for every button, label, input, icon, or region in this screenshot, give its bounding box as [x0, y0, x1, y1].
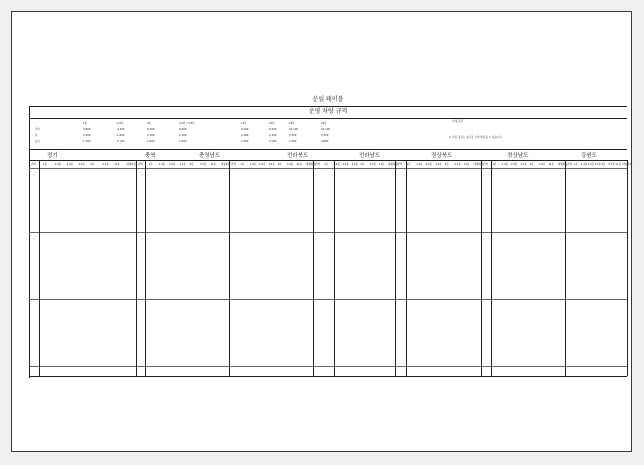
spec-cell: 2,300 [147, 134, 155, 137]
sub-header-label: 권역 [483, 163, 489, 166]
spec-cell: 2,500 [289, 140, 297, 143]
spec-cell: 9,100 [241, 128, 249, 131]
column-divider [334, 160, 335, 376]
sub-header-label: 1톤 [492, 163, 497, 166]
sub-header-label: 5톤 [601, 163, 606, 166]
region-header: 경상남도 [507, 153, 529, 159]
sub-header-label: 3.5톤 [179, 163, 186, 166]
column-divider [491, 160, 492, 376]
spec-note: 적재 중량 [452, 120, 463, 123]
spec-row [31, 122, 625, 126]
sub-header-label: 대형화물 [126, 163, 137, 166]
region-header: 전라북도 [287, 153, 309, 159]
spec-cell: 2,300 [179, 140, 187, 143]
sub-header-label: 5.5톤 [608, 163, 615, 166]
sub-header-label: 1.4톤 [158, 163, 166, 166]
sub-header-label: 5.5톤 [287, 163, 294, 166]
sub-header-label: 3.5톤 [78, 163, 86, 166]
title-rule [29, 106, 627, 107]
column-divider [565, 160, 566, 376]
spec-row [31, 134, 625, 138]
sub-header-label: 대형화물 [473, 163, 484, 166]
sub-header-label: 1.4톤 [249, 163, 257, 166]
spec-cell: 25톤 [321, 122, 327, 125]
spec-cell: 10,100 [289, 128, 299, 131]
sub-header-label: 권역 [397, 163, 403, 166]
row-divider [29, 299, 627, 300]
sub-header-label: 3.5톤 [520, 163, 527, 166]
spec-cell: 2,100 [179, 134, 187, 137]
sub-header-label: 11톤 [463, 163, 470, 166]
column-divider [627, 160, 628, 376]
sub-header-label: 11톤 [548, 163, 555, 166]
sub-header-label: 2.5톤 [169, 163, 176, 166]
sub-header-label: 5톤 [189, 163, 194, 166]
sub-header-rule [29, 168, 627, 169]
spec-cell: 9,200 [269, 128, 277, 131]
spec-cell: 3.5톤 / 5.5톤 [179, 122, 195, 125]
sub-header-label: 1.4톤 [333, 163, 340, 166]
spec-cell: 2,800 [83, 128, 91, 131]
sub-header-label: 대형화물 [220, 163, 231, 166]
region-rule [29, 160, 627, 161]
spec-cell: 5,000 [179, 128, 187, 131]
region-header: 전라남도 [359, 153, 381, 159]
sub-header-label: 1톤 [406, 163, 411, 166]
sub-header-label: 대형화물 [622, 163, 633, 166]
region-header: 충북 [145, 153, 156, 159]
spec-cell: 14톤 [269, 122, 275, 125]
spec-cell: 2,600 [321, 140, 329, 143]
region-header: 경상북도 [431, 153, 453, 159]
spec-cell: 2,100 [117, 140, 125, 143]
spec-cell: 높이 [35, 140, 41, 143]
sub-header-label: 대형화물 [557, 163, 568, 166]
sub-header-label: 5톤 [277, 163, 282, 166]
region-header: 경기 [47, 153, 58, 159]
sub-header-label: 권역 [31, 163, 37, 166]
sub-header-label: 11톤 [296, 163, 303, 166]
sub-header-label: 권역 [138, 163, 144, 166]
sub-header-label: 2.5톤 [425, 163, 433, 166]
column-divider [229, 160, 230, 376]
sub-header-label: 권역 [315, 163, 321, 166]
sub-header-label: 11톤 [210, 163, 217, 166]
sub-header-label: 대형화물 [305, 163, 316, 166]
sub-header-label: 11톤 [615, 163, 622, 166]
sub-header-label: 3.5톤 [351, 163, 359, 166]
spec-cell: 2,350 [321, 134, 329, 137]
fare-table-sheet [29, 96, 633, 378]
spec-top-rule [29, 118, 627, 119]
table-bottom-rule [29, 376, 627, 377]
spec-cell: 2,350 [269, 134, 277, 137]
spec-row [31, 128, 625, 132]
spec-bottom-rule [29, 149, 627, 150]
sub-header-label: 2.5톤 [259, 163, 266, 166]
column-divider [313, 160, 314, 376]
sub-header-label: 5.5톤 [200, 163, 207, 166]
sub-header-label: 5톤 [360, 163, 365, 166]
sub-header-label: 2.5톤 [66, 163, 74, 166]
spec-cell: 2,500 [241, 140, 249, 143]
column-divider [39, 160, 40, 376]
sub-header-label: 2.5톤 [511, 163, 518, 166]
spec-cell: 길이 [35, 128, 41, 131]
spec-cell: 2,500 [269, 140, 277, 143]
spec-note-disclaimer: ※ 운임 정보는 참고용 이며 변동될 수 있습니다 [449, 136, 503, 139]
sub-header-label: 1톤 [42, 163, 48, 166]
spec-cell: 2.5톤 [117, 122, 124, 125]
sub-header-label: 1.4톤 [416, 163, 423, 166]
page-title: 운임 테이블 [312, 96, 344, 103]
spec-cell: 18톤 [289, 122, 295, 125]
spec-cell: 11톤 [241, 122, 247, 125]
spec-cell: 2,400 [147, 140, 155, 143]
spec-cell: 1,700 [83, 140, 91, 143]
sub-header-label: 1톤 [324, 163, 329, 166]
document-page [11, 11, 632, 452]
spec-cell: 10,100 [321, 128, 331, 131]
sub-header-label: 5톤 [529, 163, 534, 166]
column-divider [136, 160, 137, 376]
spec-cell: 1톤 [83, 122, 88, 125]
sub-header-label: 권역 [567, 163, 573, 166]
row-divider [29, 366, 627, 367]
row-divider [29, 232, 627, 233]
spec-cell: 6,200 [147, 128, 155, 131]
column-divider [145, 160, 146, 376]
spec-cell: 폭 [35, 134, 38, 137]
sub-header-label: 1톤 [240, 163, 245, 166]
sub-header-label: 1톤 [573, 163, 579, 166]
region-header: 강원도 [581, 153, 597, 159]
sub-header-label: 11톤 [114, 163, 121, 166]
spec-cell: 5톤 [147, 122, 152, 125]
sub-header-label: 1.4톤 [54, 163, 62, 166]
page-subtitle: 운영 차량 규격 [308, 108, 348, 115]
sub-header-label: 5.5톤 [102, 163, 109, 166]
sub-header-label: 2.5톤 [342, 163, 349, 166]
sub-header-label: 1.4톤 [501, 163, 509, 166]
sub-header-label: 11톤 [378, 163, 385, 166]
column-divider [406, 160, 407, 376]
sub-header-label: 3.5톤 [435, 163, 442, 166]
spec-cell: 4,300 [117, 128, 125, 131]
sub-header-label: 3.5톤 [594, 163, 602, 166]
spec-cell: 1,600 [83, 134, 91, 137]
sub-header-label: 5.5톤 [454, 163, 461, 166]
region-header: 충청남도 [199, 153, 221, 159]
column-divider [481, 160, 482, 376]
sub-header-label: 5톤 [90, 163, 95, 166]
sub-header-label: 3.5톤 [268, 163, 275, 166]
spec-cell: 2,350 [289, 134, 297, 137]
sub-header-label: 2.5톤 [587, 163, 595, 166]
spec-cell: 1,800 [117, 134, 125, 137]
sub-header-label: 5.5톤 [539, 163, 546, 166]
sub-header-label: 권역 [231, 163, 237, 166]
spec-cell: 2,300 [241, 134, 249, 137]
sub-header-label: 5.5톤 [369, 163, 377, 166]
sub-header-label: 1톤 [148, 163, 153, 166]
sub-header-label: 대형화물 [387, 163, 398, 166]
sub-header-label: 5톤 [444, 163, 449, 166]
sheet-left-border [29, 106, 30, 378]
column-divider [395, 160, 396, 376]
spec-row [31, 140, 625, 144]
sub-header-label: 1.4톤 [580, 163, 588, 166]
